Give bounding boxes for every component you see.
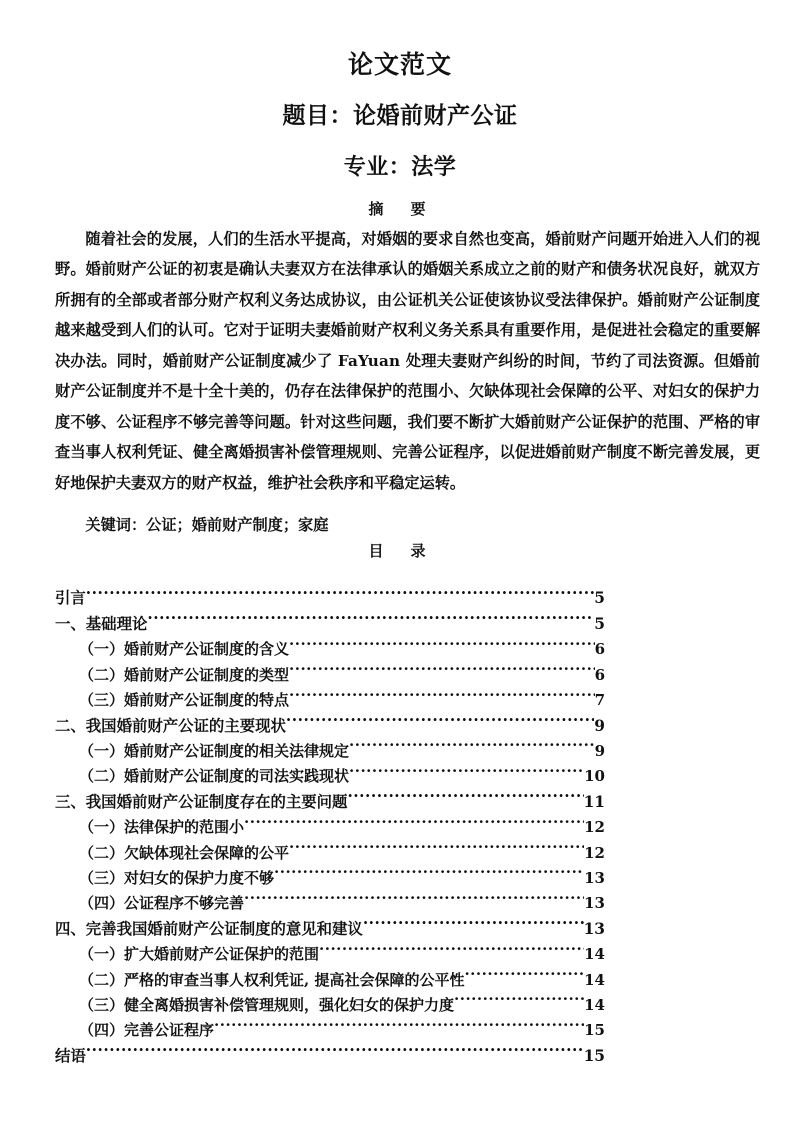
toc-entry-page-number: 14 (584, 970, 605, 989)
toc-entry[interactable] (55, 663, 605, 688)
toc-entry-page-number: 13 (583, 919, 605, 938)
toc-leader-dots (289, 665, 595, 680)
toc-entry[interactable] (55, 1044, 605, 1069)
toc-entry-page-number: 5 (594, 589, 605, 608)
toc-entry-page-number: 6 (594, 665, 605, 684)
toc-leader-dots (86, 588, 594, 603)
toc-entry[interactable] (55, 1018, 605, 1043)
toc-entry[interactable] (55, 993, 605, 1018)
toc-entry-label: 一、基础理论 (55, 614, 148, 633)
toc-leader-dots (274, 868, 584, 883)
toc-leader-dots (347, 791, 583, 806)
toc-entry-page-number: 12 (584, 843, 605, 862)
abstract-text-part-2: 处理夫妻财产纠纷的时间，节约了司法资源。但婚前财产公证制度并不是十全十美的，仍存在法律保护的范围小、欠缺体现社会保障的公平、对妇女的保护力度不够、公证程序不够完善等问题。针对这些问题，我们要不断扩大婚前财产公证保护的范围、严格的审查当事人权利凭证、健全离婚损害补偿管理规则、完善公证程序，以促进婚前财产制度不断完善发展，更好地保护夫妻双方的财产权益，维护社会秩序和平稳定运转。 (55, 351, 760, 492)
toc-entry-page-number: 9 (594, 741, 605, 760)
toc-entry-page-number: 11 (583, 792, 605, 811)
toc-entry-page-number: 10 (584, 767, 605, 786)
toc-leader-dots (464, 970, 584, 985)
toc-entry-label: （二）欠缺体现社会保障的公平 (79, 843, 290, 862)
toc-heading: 目 录 (368, 542, 432, 561)
toc-entry[interactable] (55, 739, 605, 764)
toc-entry-page-number: 15 (584, 1021, 605, 1040)
toc-entry-label: （三）婚前财产公证制度的特点 (79, 691, 290, 710)
toc-entry-label: （四）公证程序不够完善 (79, 894, 245, 913)
toc-entry[interactable] (55, 942, 605, 967)
toc-leader-dots (363, 918, 584, 933)
toc-leader-dots (244, 817, 584, 832)
thesis-subject-line: 题目：论婚前财产公证 (282, 102, 518, 129)
toc-entry-label: （一）扩大婚前财产公证保护的范围 (79, 945, 320, 964)
toc-entry[interactable] (55, 586, 605, 611)
toc-entry-label: 四、完善我国婚前财产公证制度的意见和建议 (55, 919, 363, 938)
toc-leader-dots (86, 1045, 584, 1060)
toc-entry-page-number: 6 (594, 640, 605, 659)
toc-leader-dots (454, 995, 584, 1010)
toc-entry-page-number: 14 (584, 945, 605, 964)
toc-leader-dots (214, 1020, 584, 1035)
toc-entry-label: 二、我国婚前财产公证的主要现状 (55, 716, 286, 735)
toc-entry[interactable] (55, 968, 605, 993)
toc-entry-label: （二）严格的审查当事人权利凭证, 提高社会保障的公平性 (79, 970, 465, 989)
toc-entry[interactable] (55, 917, 605, 942)
abstract-heading: 摘 要 (368, 199, 432, 218)
toc-entry-label: 引言 (55, 589, 86, 608)
table-of-contents (0, 560, 800, 1069)
toc-entry-label: （一）婚前财产公证制度的相关法律规定 (79, 741, 350, 760)
toc-entry-label: （一）婚前财产公证制度的含义 (79, 640, 290, 659)
toc-entry[interactable] (55, 891, 605, 916)
toc-entry-label: （四）完善公证程序 (79, 1021, 215, 1040)
toc-leader-dots (289, 843, 584, 858)
toc-entry-label: （三）对妇女的保护力度不够 (79, 868, 275, 887)
toc-entry[interactable] (55, 815, 605, 840)
toc-entry-page-number: 9 (594, 716, 605, 735)
toc-entry-label: （二）婚前财产公证制度的司法实践现状 (79, 767, 350, 786)
toc-entry[interactable] (55, 790, 605, 815)
toc-leader-dots (147, 614, 594, 629)
toc-entry-label: 三、我国婚前财产公证制度存在的主要问题 (55, 792, 348, 811)
toc-entry-label: 结语 (55, 1046, 86, 1065)
toc-leader-dots (349, 766, 584, 781)
abstract-keywords: 关键词：公证；婚前财产制度；家庭 (85, 516, 329, 535)
toc-leader-dots (319, 944, 584, 959)
toc-entry-page-number: 7 (594, 691, 605, 710)
toc-entry-page-number: 13 (584, 894, 605, 913)
toc-entry[interactable] (55, 688, 605, 713)
toc-entry[interactable] (55, 841, 605, 866)
toc-entry[interactable] (55, 637, 605, 662)
toc-leader-dots (286, 715, 594, 730)
toc-entry-page-number: 15 (583, 1046, 605, 1065)
toc-leader-dots (349, 741, 595, 756)
toc-entry-label: （一）法律保护的范围小 (79, 818, 245, 837)
toc-entry[interactable] (55, 764, 605, 789)
abstract-paragraph (0, 218, 800, 499)
toc-entry-page-number: 13 (584, 868, 605, 887)
toc-entry-page-number: 12 (584, 818, 605, 837)
toc-entry[interactable] (55, 714, 605, 739)
toc-entry-page-number: 5 (594, 614, 605, 633)
toc-entry-label: （二）婚前财产公证制度的类型 (79, 665, 290, 684)
toc-entry-page-number: 14 (584, 995, 605, 1014)
abstract-text-part-1: 随着社会的发展，人们的生活水平提高，对婚姻的要求自然也变高，婚前财产问题开始进入人们的视野。婚前财产公证的初衷是确认夫妻双方在法律承认的婚姻关系成立之前的财产和债务状况良好，就双方所拥有的全部或者部分财产权利义务达成协议，由公证机关公证使该协议受法律保护。婚前财产公证制度越来越受到人们的认可。它对于证明夫妻婚前财产权利义务关系具有重要作用，是促进社会稳定的重要解决办法。同时，婚前财产公证制度减少了 (55, 229, 760, 370)
toc-entry-label: （三）健全离婚损害补偿管理规则，强化妇女的保护力度 (79, 995, 455, 1014)
toc-leader-dots (244, 893, 584, 908)
toc-entry[interactable] (55, 612, 605, 637)
toc-leader-dots (289, 639, 595, 654)
abstract-latin-term: FaYuan (337, 351, 401, 370)
page-title: 论文范文 (347, 50, 452, 79)
toc-leader-dots (289, 690, 595, 705)
toc-entry[interactable] (55, 866, 605, 891)
thesis-major-line: 专业：法学 (343, 153, 457, 180)
